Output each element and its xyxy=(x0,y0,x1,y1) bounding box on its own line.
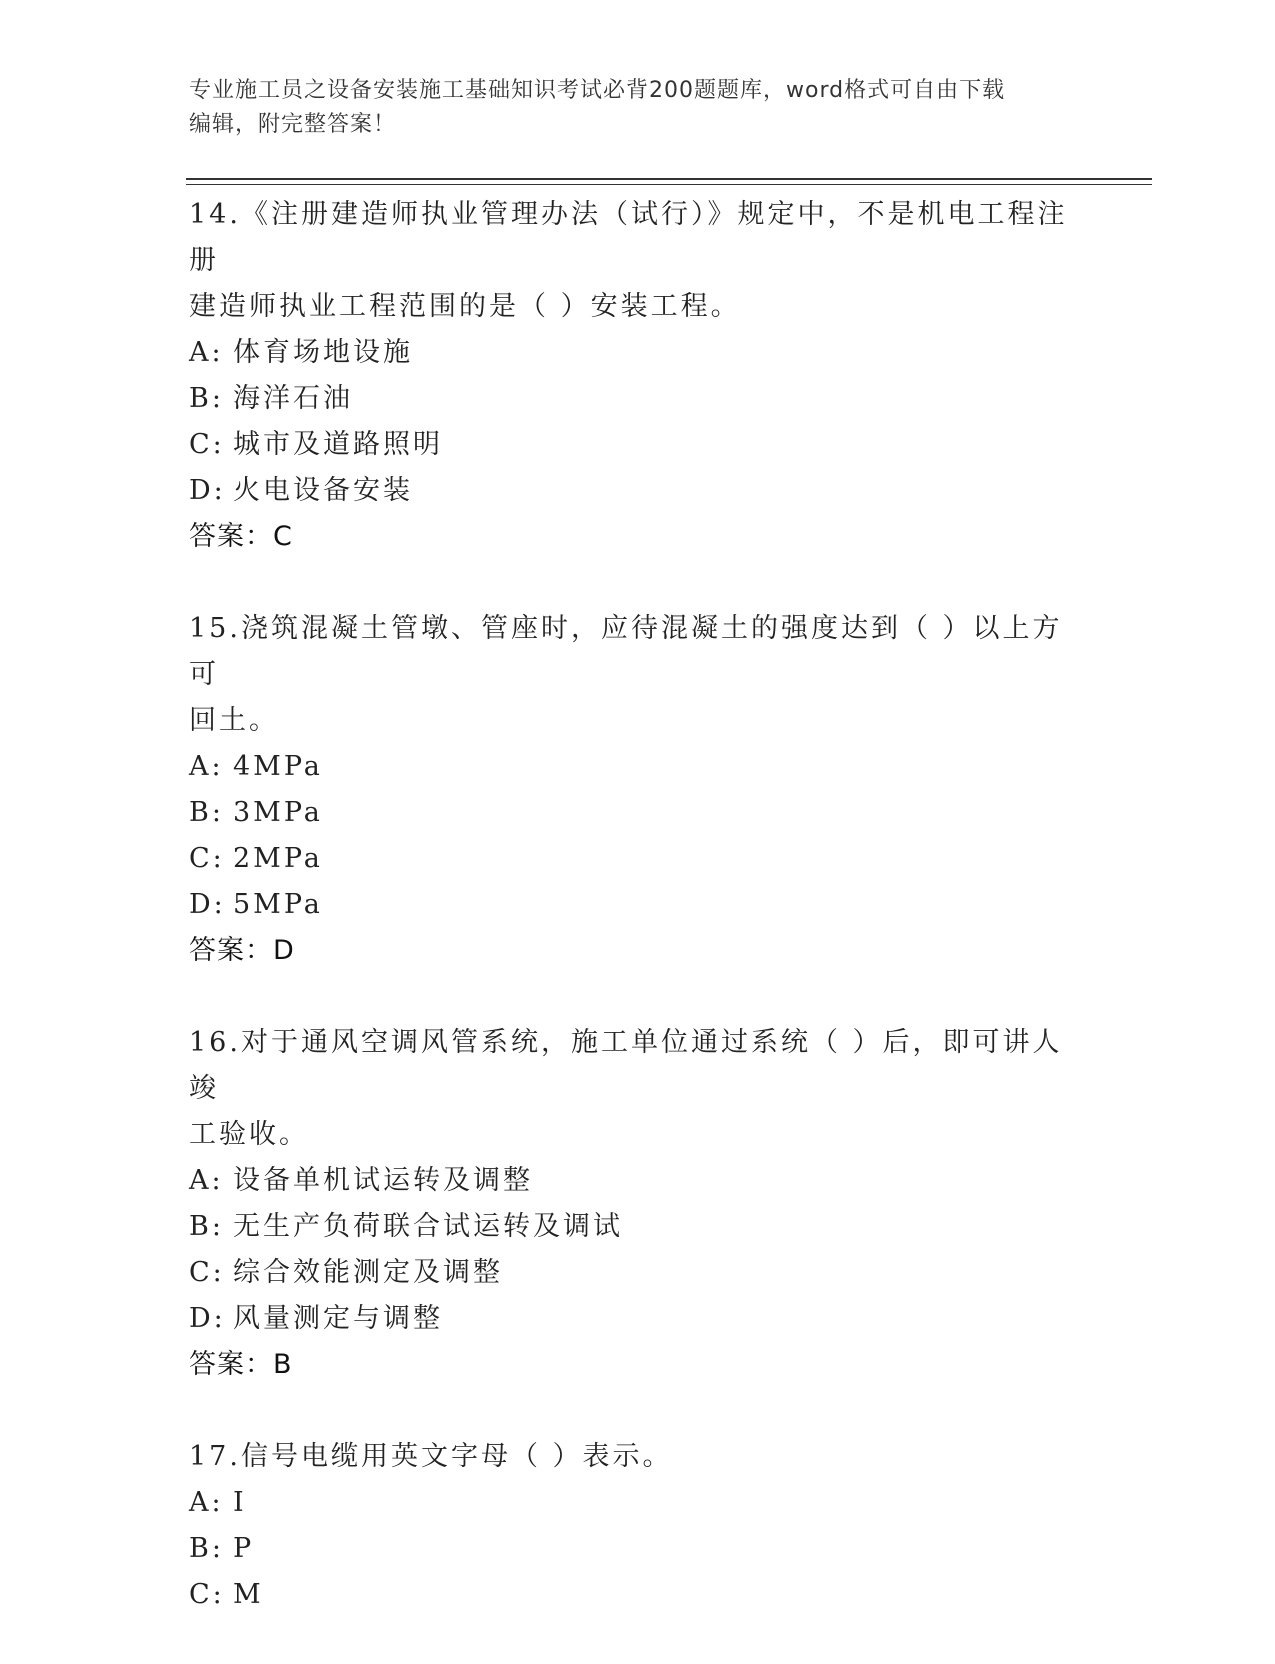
option-text: 设备单机试运转及调整 xyxy=(233,1165,533,1196)
option-text: 3MPa xyxy=(233,797,323,828)
header-divider-thick xyxy=(186,178,1152,180)
question-14 xyxy=(189,192,1089,560)
option-label: B: xyxy=(189,1533,224,1564)
option-label: C: xyxy=(189,1257,225,1288)
option-label: D: xyxy=(189,475,226,506)
option-d xyxy=(189,1296,1089,1342)
option-text: 5MPa xyxy=(233,889,323,920)
question-17 xyxy=(189,1434,1089,1618)
option-a xyxy=(189,744,1089,790)
question-15 xyxy=(189,606,1089,974)
question-stem-line: 工验收。 xyxy=(189,1119,309,1150)
answer-line: 答案：B xyxy=(189,1349,293,1380)
option-text: 体育场地设施 xyxy=(233,337,413,368)
option-text: 2MPa xyxy=(233,843,323,874)
option-d xyxy=(189,882,1089,928)
header-line-2: 编辑，附完整答案！ xyxy=(189,112,397,137)
option-text: 火电设备安装 xyxy=(233,475,413,506)
option-c xyxy=(189,836,1089,882)
option-a xyxy=(189,1158,1089,1204)
option-label: C: xyxy=(189,429,225,460)
question-stem-line: 15.浇筑混凝土管墩、管座时，应待混凝土的强度达到（ ）以上方可 xyxy=(189,613,1063,690)
question-list xyxy=(189,192,1089,1664)
option-d xyxy=(189,468,1089,514)
option-text: M xyxy=(233,1579,264,1610)
option-c xyxy=(189,1572,1089,1618)
option-text: 城市及道路照明 xyxy=(233,429,443,460)
option-label: C: xyxy=(189,843,225,874)
option-label: D: xyxy=(189,889,226,920)
question-stem-line: 16.对于通风空调风管系统，施工单位通过系统（ ）后，即可讲人竣 xyxy=(189,1027,1063,1104)
option-text: 风量测定与调整 xyxy=(233,1303,443,1334)
option-b xyxy=(189,790,1089,836)
header-line-1: 专业施工员之设备安装施工基础知识考试必背200题题库，word格式可自由下载 xyxy=(189,78,1006,103)
option-label: B: xyxy=(189,1211,224,1242)
option-c xyxy=(189,1250,1089,1296)
option-text: I xyxy=(233,1487,247,1518)
option-text: P xyxy=(233,1533,255,1564)
option-b xyxy=(189,1526,1089,1572)
document-header xyxy=(189,74,1069,142)
option-text: 综合效能测定及调整 xyxy=(233,1257,503,1288)
option-label: B: xyxy=(189,797,224,828)
option-label: A: xyxy=(189,337,224,368)
option-a xyxy=(189,330,1089,376)
question-stem-line: 17.信号电缆用英文字母（ ）表示。 xyxy=(189,1441,673,1472)
option-label: B: xyxy=(189,383,224,414)
question-16 xyxy=(189,1020,1089,1388)
option-label: C: xyxy=(189,1579,225,1610)
question-stem-line: 建造师执业工程范围的是（ ）安装工程。 xyxy=(189,291,741,322)
header-divider-thin xyxy=(186,184,1152,185)
option-a xyxy=(189,1480,1089,1526)
option-text: 4MPa xyxy=(233,751,323,782)
option-text: 无生产负荷联合试运转及调试 xyxy=(233,1211,623,1242)
answer-line: 答案：C xyxy=(189,521,293,552)
option-label: D: xyxy=(189,1303,226,1334)
question-stem-line: 14.《注册建造师执业管理办法（试行）》规定中，不是机电工程注册 xyxy=(189,199,1068,276)
option-label: A: xyxy=(189,751,224,782)
answer-line: 答案：D xyxy=(189,935,295,966)
option-label: A: xyxy=(189,1487,224,1518)
option-b xyxy=(189,376,1089,422)
option-b xyxy=(189,1204,1089,1250)
question-stem-line: 回土。 xyxy=(189,705,279,736)
option-text: 海洋石油 xyxy=(233,383,353,414)
option-label: A: xyxy=(189,1165,224,1196)
option-c xyxy=(189,422,1089,468)
